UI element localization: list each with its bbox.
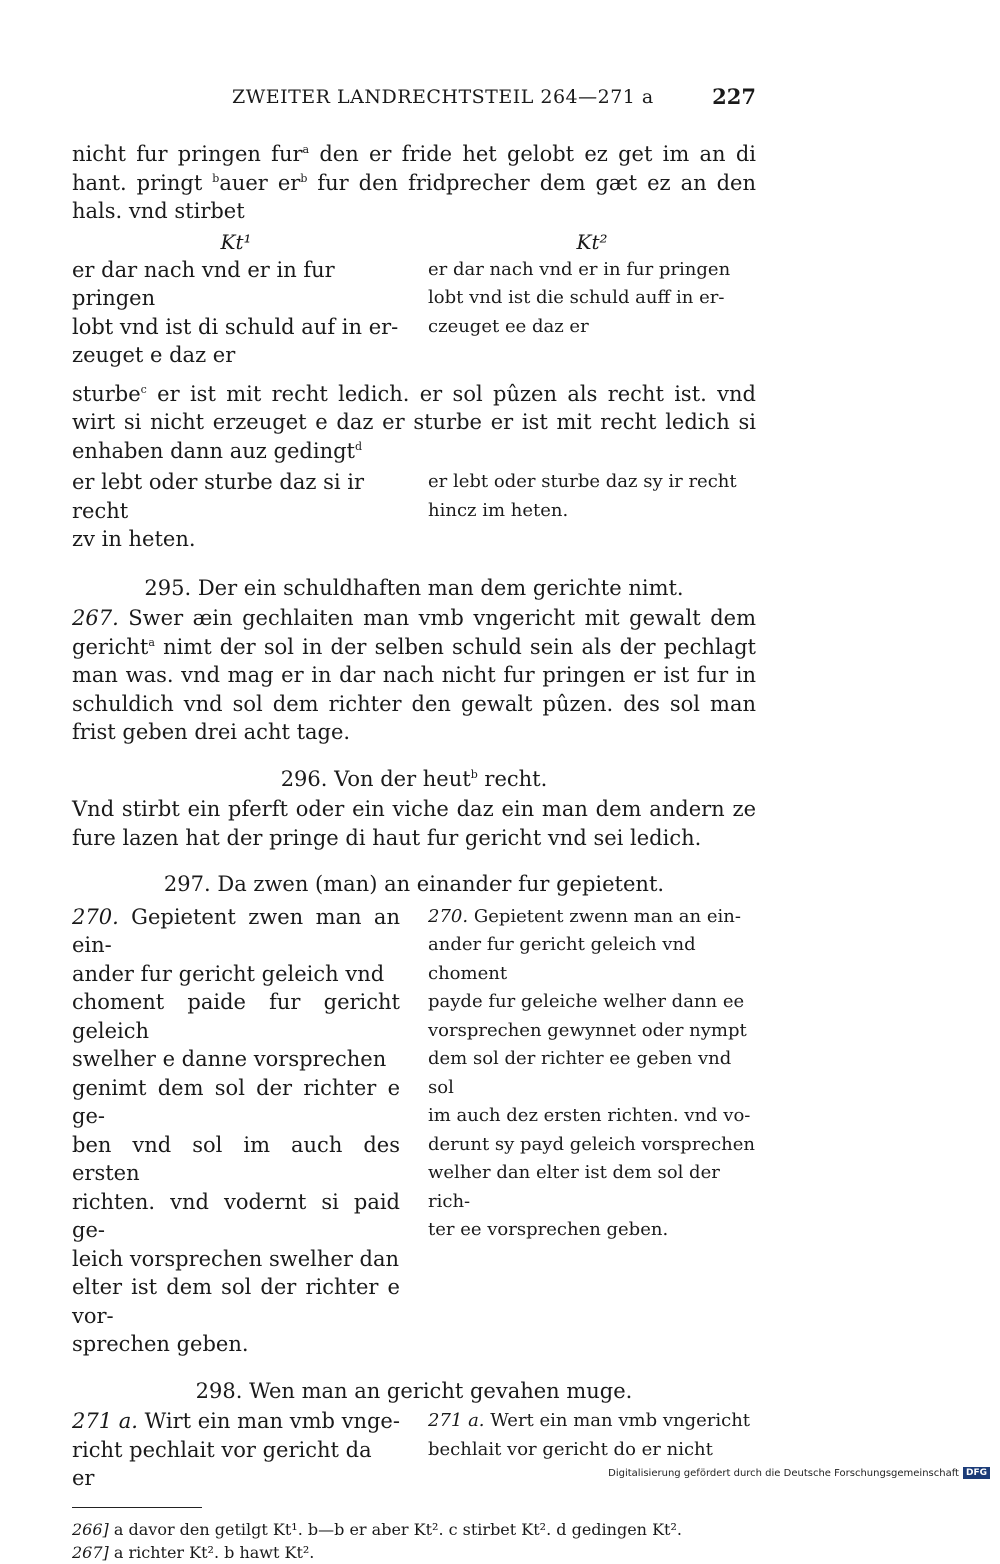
text-line: 270. Gepietent zwen man an ein- [72, 904, 400, 957]
section-heading-298: 298. Wen man an gericht gevahen muge. [195, 1378, 633, 1403]
text-line: er dar nach vnd er in fur pringen [428, 258, 731, 280]
paragraph-2: sturbe$^c$ er ist mit recht ledich. er sol pûzen als recht ist. vnd wirt si nicht erzeuget e daz er sturbe er ist mit recht ledich si enhaben dann auz gedingt$^d$ [72, 381, 756, 463]
running-head: ZWEITER LANDRECHTSTEIL 264—271 a [232, 86, 654, 108]
footnote-266: 266] a davor den getilgt Kt¹. b—b er aber Kt². c stirbet Kt². d gedingen Kt². [72, 1519, 682, 1539]
text-line: zv in heten. [72, 527, 196, 551]
text-line: richt pechlait vor gericht da er [72, 1437, 372, 1490]
digitization-text: Digitalisierung gefördert durch die Deutsche Forschungsgemeinschaft [608, 1467, 959, 1479]
text-line: genimt dem sol der richter e ge- [72, 1075, 400, 1128]
paragraph-1: nicht fur pringen fur$^a$ den er fride het gelobt ez get im an di hant. pringt $^b$auer $er^b$ fur den fridprecher dem gæt ez an den hals. vnd stirbet [72, 142, 757, 223]
variant-columns-298 [72, 1407, 756, 1493]
text-line: sprechen geben. [72, 1332, 249, 1356]
section-295-text: 267. Swer æin gechlaiten man vmb vngericht mit gewalt dem gericht$^a$ nimt der sol in der selben schuld sein als der pechlagt man was. vnd mag er in dar nach nicht fur pringen er ist fur in schuldich vnd sol dem richter den gewalt pûzen. des sol man frist geben drei acht tage. [72, 606, 756, 744]
column-kt1 [72, 1407, 400, 1493]
text-line: choment paide fur gericht geleich [72, 990, 400, 1043]
text-line: czeuget ee daz er [428, 315, 589, 337]
text-line: elter ist dem sol der richter e vor- [72, 1275, 400, 1328]
variant-columns-2 [72, 468, 756, 554]
text-line: im auch dez ersten richten. vnd vo- [428, 1105, 751, 1126]
text-line: er lebt oder sturbe daz si ir recht [72, 470, 365, 523]
section-heading-296: 296. Von der heut$^b$ recht. [280, 766, 548, 791]
text-line: ander fur gericht geleich vnd choment [428, 934, 696, 984]
column-heading-kt1: Kt¹ [220, 229, 252, 254]
text-line: ben vnd sol im auch des ersten [72, 1132, 400, 1185]
column-kt2 [428, 228, 756, 370]
digitization-credit [608, 1467, 990, 1479]
text-line: swelher e danne vorsprechen [72, 1047, 387, 1071]
main-text [72, 140, 756, 1564]
text-line: lobt vnd ist di schuld auf in er- [72, 314, 399, 339]
text-line: bechlait vor gericht do er nicht [428, 1438, 713, 1460]
text-line: er lebt oder sturbe daz sy ir recht [428, 471, 737, 492]
footnote-267: 267] a richter Kt². b hawt Kt². [72, 1542, 315, 1562]
section-heading-295: 295. Der ein schuldhaften man dem gerichte nimt. [144, 575, 684, 600]
column-kt2 [428, 1407, 756, 1493]
text-line: er dar nach vnd er in fur pringen [72, 257, 335, 310]
section-296-text: Vnd stirbt ein pferft oder ein viche daz ein man dem andern ze fure lazen hat der pringe di haut fur gericht vnd sei ledich. [72, 797, 756, 850]
text-line: dem sol der richter ee geben vnd sol [428, 1048, 732, 1098]
text-line: welher dan elter ist dem sol der rich- [428, 1162, 720, 1212]
column-kt1 [72, 228, 400, 370]
column-kt2 [428, 903, 756, 1359]
text-line: ter ee vorsprechen geben. [428, 1219, 669, 1240]
text-line: lobt vnd ist die schuld auff in er- [428, 287, 725, 308]
text-line: richten. vnd vodernt si paid ge- [72, 1189, 400, 1242]
text-line: 271 a. Wirt ein man vmb vnge- [72, 1409, 400, 1433]
column-kt1 [72, 903, 400, 1359]
dfg-logo: DFG [963, 1467, 990, 1479]
text-line: zeuget e daz er [72, 343, 236, 367]
section-heading-297: 297. Da zwen (man) an einander fur gepietent. [163, 872, 665, 896]
footnote-rule [72, 1507, 202, 1508]
page-number: 227 [712, 84, 756, 109]
text-line: vorsprechen gewynnet oder nympt [428, 1019, 747, 1041]
page-header [72, 86, 756, 116]
text-line: payde fur geleiche welher dann ee [428, 991, 745, 1012]
text-line: 271 a. Wert ein man vmb vngericht [428, 1410, 751, 1431]
column-heading-kt2: Kt² [576, 229, 608, 254]
text-line: 270. Gepietent zwenn man an ein- [428, 905, 741, 927]
variant-columns-297 [72, 903, 756, 1359]
text-line: ander fur gericht geleich vnd [72, 961, 385, 986]
text-line: hincz im heten. [428, 499, 569, 521]
variant-columns-1 [72, 228, 756, 370]
column-kt1 [72, 468, 400, 554]
text-line: derunt sy payd geleich vorsprechen [428, 1133, 755, 1155]
footnotes [72, 1518, 756, 1564]
column-kt2 [428, 468, 756, 554]
text-line: leich vorsprechen swelher dan [72, 1246, 400, 1271]
